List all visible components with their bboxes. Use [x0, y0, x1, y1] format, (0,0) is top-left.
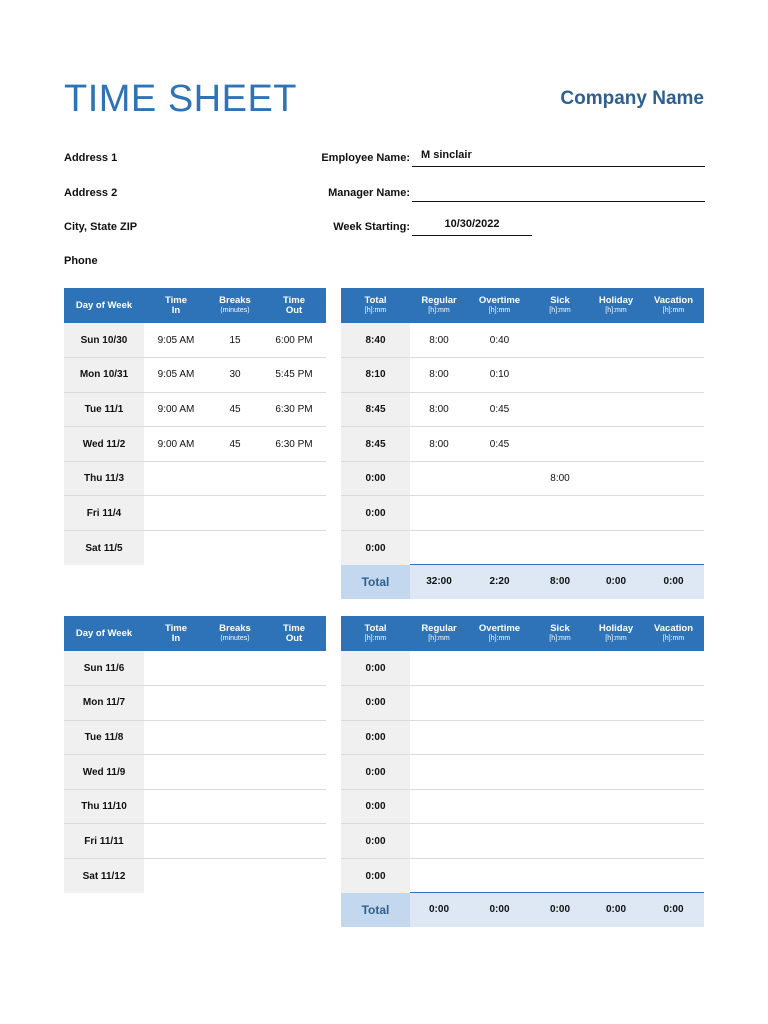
time-out-cell[interactable]: [262, 686, 326, 721]
overtime-cell[interactable]: 0:45: [468, 392, 531, 427]
total-cell: 0:00: [341, 824, 410, 859]
sick-cell[interactable]: [531, 358, 589, 393]
total-cell: 8:45: [341, 427, 410, 462]
col-breaks: Breaks (minutes): [208, 288, 262, 323]
table-row: [64, 531, 326, 566]
time-in-cell[interactable]: [144, 496, 208, 531]
overtime-cell[interactable]: [468, 496, 531, 531]
holiday-cell[interactable]: [589, 824, 643, 859]
table-row: [64, 427, 326, 462]
table-row: [341, 755, 704, 790]
regular-cell[interactable]: [410, 651, 468, 686]
regular-cell[interactable]: [410, 531, 468, 566]
week-starting-label: Week Starting:: [333, 221, 410, 233]
regular-cell[interactable]: [410, 755, 468, 790]
week1-hours-table: [341, 288, 704, 565]
sick-cell[interactable]: [531, 720, 589, 755]
holiday-cell[interactable]: [589, 651, 643, 686]
breaks-cell[interactable]: [208, 496, 262, 531]
holiday-cell[interactable]: [589, 323, 643, 358]
day-cell: Sun 11/6: [64, 651, 144, 686]
sick-cell[interactable]: [531, 651, 589, 686]
phone: Phone: [64, 255, 98, 267]
breaks-cell[interactable]: [208, 859, 262, 894]
time-in-cell[interactable]: [144, 859, 208, 894]
company-name: Company Name: [560, 88, 704, 109]
holiday-cell[interactable]: [589, 789, 643, 824]
holiday-cell[interactable]: [589, 531, 643, 566]
col-day-of-week: Day of Week: [64, 616, 144, 651]
table-row: [341, 651, 704, 686]
time-out-cell[interactable]: [262, 755, 326, 790]
total-regular: 32:00: [410, 565, 468, 599]
time-out-cell[interactable]: [262, 496, 326, 531]
breaks-cell[interactable]: [208, 461, 262, 496]
sick-cell[interactable]: [531, 824, 589, 859]
day-cell: Sat 11/5: [64, 531, 144, 566]
table-row: [341, 323, 704, 358]
time-in-cell[interactable]: 9:05 AM: [144, 358, 208, 393]
table-row: [341, 358, 704, 393]
time-out-cell[interactable]: [262, 461, 326, 496]
col-time-in: Time In: [144, 616, 208, 651]
vacation-cell[interactable]: [643, 427, 704, 462]
vacation-cell[interactable]: [643, 392, 704, 427]
holiday-cell[interactable]: [589, 496, 643, 531]
holiday-cell[interactable]: [589, 358, 643, 393]
time-out-cell[interactable]: [262, 720, 326, 755]
sick-cell[interactable]: [531, 755, 589, 790]
time-in-cell[interactable]: [144, 755, 208, 790]
col-total: Total [h]:mm: [341, 616, 410, 651]
regular-cell[interactable]: [410, 686, 468, 721]
time-out-cell[interactable]: 6:30 PM: [262, 392, 326, 427]
time-out-cell[interactable]: 6:00 PM: [262, 323, 326, 358]
total-overtime: 2:20: [468, 565, 531, 599]
sick-cell[interactable]: [531, 427, 589, 462]
table-row: [341, 789, 704, 824]
time-out-cell[interactable]: [262, 859, 326, 894]
overtime-cell[interactable]: 0:40: [468, 323, 531, 358]
col-holiday: Holiday [h]:mm: [589, 616, 643, 651]
day-cell: Sun 10/30: [64, 323, 144, 358]
time-out-cell[interactable]: 5:45 PM: [262, 358, 326, 393]
total-cell: 0:00: [341, 531, 410, 566]
address-2: Address 2: [64, 187, 118, 199]
regular-cell[interactable]: [410, 720, 468, 755]
total-label: Total: [341, 565, 410, 599]
week1-totals-row: [341, 564, 704, 599]
total-cell: 0:00: [341, 461, 410, 496]
time-out-cell[interactable]: [262, 651, 326, 686]
table-row: [341, 859, 704, 894]
regular-cell[interactable]: 8:00: [410, 358, 468, 393]
address-1: Address 1: [64, 152, 118, 164]
city-state-zip: City, State ZIP: [64, 221, 138, 233]
day-cell: Tue 11/1: [64, 392, 144, 427]
breaks-cell[interactable]: [208, 824, 262, 859]
time-out-cell[interactable]: [262, 531, 326, 566]
time-out-cell[interactable]: [262, 789, 326, 824]
sick-cell[interactable]: [531, 323, 589, 358]
table-row: [64, 686, 326, 721]
table-row: [341, 824, 704, 859]
vacation-cell[interactable]: [643, 323, 704, 358]
vacation-cell[interactable]: [643, 461, 704, 496]
col-vacation: Vacation [h]:mm: [643, 616, 704, 651]
total-cell: 0:00: [341, 686, 410, 721]
table-row: [64, 789, 326, 824]
sick-cell[interactable]: [531, 496, 589, 531]
table-row: [64, 392, 326, 427]
col-time-out: Time Out: [262, 288, 326, 323]
col-time-out: Time Out: [262, 616, 326, 651]
table-row: [64, 496, 326, 531]
day-cell: Thu 11/3: [64, 461, 144, 496]
day-cell: Mon 11/7: [64, 686, 144, 721]
total-cell: 0:00: [341, 859, 410, 894]
sick-cell[interactable]: [531, 392, 589, 427]
table-row: [64, 358, 326, 393]
employee-name-label: Employee Name:: [321, 152, 410, 164]
total-cell: 8:10: [341, 358, 410, 393]
time-in-cell[interactable]: 9:00 AM: [144, 427, 208, 462]
time-in-cell[interactable]: [144, 531, 208, 566]
regular-cell[interactable]: [410, 789, 468, 824]
breaks-cell[interactable]: 30: [208, 358, 262, 393]
time-out-cell[interactable]: [262, 824, 326, 859]
table-row: [341, 531, 704, 566]
table-row: [341, 496, 704, 531]
total-cell: 0:00: [341, 720, 410, 755]
vacation-cell[interactable]: [643, 531, 704, 566]
total-holiday: 0:00: [589, 565, 643, 599]
total-cell: 0:00: [341, 496, 410, 531]
table-row: [64, 461, 326, 496]
total-sick: 0:00: [531, 893, 589, 927]
day-cell: Sat 11/12: [64, 859, 144, 894]
week1-time-table: [64, 288, 326, 565]
col-holiday: Holiday [h]:mm: [589, 288, 643, 323]
day-cell: Fri 11/11: [64, 824, 144, 859]
day-cell: Wed 11/9: [64, 755, 144, 790]
breaks-cell[interactable]: 45: [208, 427, 262, 462]
breaks-cell[interactable]: [208, 686, 262, 721]
table-row: [341, 720, 704, 755]
vacation-cell[interactable]: [643, 789, 704, 824]
regular-cell[interactable]: 8:00: [410, 323, 468, 358]
total-overtime: 0:00: [468, 893, 531, 927]
holiday-cell[interactable]: [589, 720, 643, 755]
table-row: [64, 824, 326, 859]
overtime-cell[interactable]: [468, 651, 531, 686]
col-sick: Sick [h]:mm: [531, 288, 589, 323]
total-vacation: 0:00: [643, 565, 704, 599]
total-regular: 0:00: [410, 893, 468, 927]
time-in-cell[interactable]: 9:00 AM: [144, 392, 208, 427]
time-in-cell[interactable]: [144, 651, 208, 686]
time-in-cell[interactable]: [144, 461, 208, 496]
table-row: [64, 755, 326, 790]
vacation-cell[interactable]: [643, 358, 704, 393]
table-row: [64, 323, 326, 358]
breaks-cell[interactable]: [208, 789, 262, 824]
holiday-cell[interactable]: [589, 686, 643, 721]
sick-cell[interactable]: 8:00: [531, 461, 589, 496]
col-day-of-week: Day of Week: [64, 288, 144, 323]
time-in-cell[interactable]: [144, 720, 208, 755]
table-row: [64, 651, 326, 686]
regular-cell[interactable]: 8:00: [410, 427, 468, 462]
total-cell: 8:40: [341, 323, 410, 358]
page-title: TIME SHEET: [64, 78, 298, 120]
overtime-cell[interactable]: [468, 859, 531, 894]
col-overtime: Overtime [h]:mm: [468, 288, 531, 323]
vacation-cell[interactable]: [643, 824, 704, 859]
week2-totals-row: [341, 892, 704, 927]
vacation-cell[interactable]: [643, 720, 704, 755]
time-in-cell[interactable]: 9:05 AM: [144, 323, 208, 358]
col-regular: Regular [h]:mm: [410, 616, 468, 651]
total-sick: 8:00: [531, 565, 589, 599]
breaks-cell[interactable]: 15: [208, 323, 262, 358]
table-row: [64, 859, 326, 894]
holiday-cell[interactable]: [589, 461, 643, 496]
total-vacation: 0:00: [643, 893, 704, 927]
total-cell: 0:00: [341, 755, 410, 790]
overtime-cell[interactable]: [468, 824, 531, 859]
overtime-cell[interactable]: [468, 686, 531, 721]
holiday-cell[interactable]: [589, 859, 643, 894]
sick-cell[interactable]: [531, 789, 589, 824]
regular-cell[interactable]: [410, 461, 468, 496]
total-cell: 0:00: [341, 789, 410, 824]
manager-name-label: Manager Name:: [328, 187, 410, 199]
vacation-cell[interactable]: [643, 859, 704, 894]
sick-cell[interactable]: [531, 686, 589, 721]
time-in-cell[interactable]: [144, 789, 208, 824]
overtime-cell[interactable]: [468, 789, 531, 824]
overtime-cell[interactable]: 0:10: [468, 358, 531, 393]
week2-hours-table: [341, 616, 704, 893]
overtime-cell[interactable]: [468, 720, 531, 755]
breaks-cell[interactable]: [208, 651, 262, 686]
sick-cell[interactable]: [531, 531, 589, 566]
total-cell: 8:45: [341, 392, 410, 427]
vacation-cell[interactable]: [643, 686, 704, 721]
col-time-in: Time In: [144, 288, 208, 323]
table-row: [341, 686, 704, 721]
regular-cell[interactable]: 8:00: [410, 392, 468, 427]
table-row: [341, 461, 704, 496]
overtime-cell[interactable]: 0:45: [468, 427, 531, 462]
table-row: [341, 392, 704, 427]
col-vacation: Vacation [h]:mm: [643, 288, 704, 323]
regular-cell[interactable]: [410, 496, 468, 531]
overtime-cell[interactable]: [468, 461, 531, 496]
day-cell: Wed 11/2: [64, 427, 144, 462]
breaks-cell[interactable]: 45: [208, 392, 262, 427]
total-holiday: 0:00: [589, 893, 643, 927]
day-cell: Tue 11/8: [64, 720, 144, 755]
holiday-cell[interactable]: [589, 392, 643, 427]
week-starting-field[interactable]: 10/30/2022: [412, 218, 532, 236]
vacation-cell[interactable]: [643, 755, 704, 790]
col-regular: Regular [h]:mm: [410, 288, 468, 323]
breaks-cell[interactable]: [208, 720, 262, 755]
time-in-cell[interactable]: [144, 686, 208, 721]
regular-cell[interactable]: [410, 859, 468, 894]
overtime-cell[interactable]: [468, 755, 531, 790]
total-label: Total: [341, 893, 410, 927]
col-total: Total [h]:mm: [341, 288, 410, 323]
day-cell: Thu 11/10: [64, 789, 144, 824]
sick-cell[interactable]: [531, 859, 589, 894]
col-overtime: Overtime [h]:mm: [468, 616, 531, 651]
vacation-cell[interactable]: [643, 651, 704, 686]
holiday-cell[interactable]: [589, 755, 643, 790]
day-cell: Fri 11/4: [64, 496, 144, 531]
week2-time-table: [64, 616, 326, 893]
vacation-cell[interactable]: [643, 496, 704, 531]
table-row: [64, 720, 326, 755]
employee-name-field[interactable]: M sinclair: [412, 149, 705, 167]
col-sick: Sick [h]:mm: [531, 616, 589, 651]
time-in-cell[interactable]: [144, 824, 208, 859]
table-row: [341, 427, 704, 462]
breaks-cell[interactable]: [208, 755, 262, 790]
regular-cell[interactable]: [410, 824, 468, 859]
overtime-cell[interactable]: [468, 531, 531, 566]
manager-name-field[interactable]: [412, 184, 705, 202]
time-out-cell[interactable]: 6:30 PM: [262, 427, 326, 462]
breaks-cell[interactable]: [208, 531, 262, 566]
total-cell: 0:00: [341, 651, 410, 686]
col-breaks: Breaks (minutes): [208, 616, 262, 651]
holiday-cell[interactable]: [589, 427, 643, 462]
day-cell: Mon 10/31: [64, 358, 144, 393]
